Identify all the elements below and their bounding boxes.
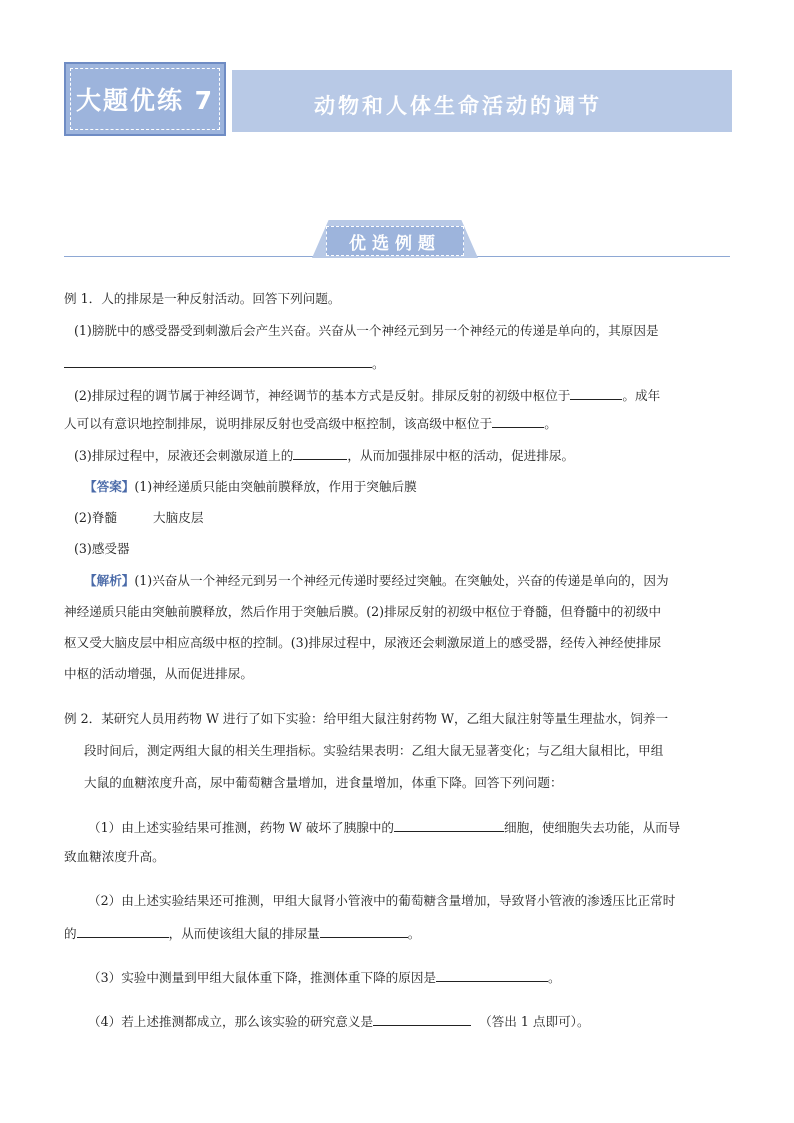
answer-blank[interactable]	[320, 924, 408, 938]
answer-tag: 【答案】	[84, 479, 135, 494]
ex2-q2-line2: 的 ，从而使该组大鼠的排尿量 。	[64, 926, 421, 941]
answer-blank[interactable]	[77, 924, 169, 938]
ex2-stem-3: 大鼠的血糖浓度升高，尿中葡萄糖含量增加，进食量增加，体重下降。回答下列问题：	[84, 775, 563, 790]
ex1-analysis-4: 中枢的活动增强，从而促进排尿。	[64, 666, 253, 681]
section-title: 优选例题	[326, 226, 464, 256]
ex1-analysis-3: 枢又受大脑皮层中相应高级中枢的控制。(3)排尿过程中，尿液还会刺激尿道上的感受器，经传入神经使排尿	[64, 635, 662, 650]
answer-blank[interactable]	[436, 968, 548, 982]
banner-label: 大题优练 7	[70, 68, 220, 130]
answer-blank[interactable]	[373, 1012, 471, 1026]
banner-title: 动物和人体生命活动的调节	[314, 94, 602, 118]
chapter-banner	[64, 62, 730, 138]
ex1-q2-line1: (2)排尿过程的调节属于神经调节，神经调节的基本方式是反射。排尿反射的初级中枢位于 。成年	[74, 388, 661, 403]
section-header	[64, 214, 730, 260]
ex1-q3: (3)排尿过程中，尿液还会刺激尿道上的 ，从而加强排尿中枢的活动，促进排尿。	[74, 448, 575, 463]
analysis-tag: 【解析】	[84, 573, 135, 588]
banner-label-box	[64, 62, 226, 136]
ex2-stem-2: 段时间后，测定两组大鼠的相关生理指标。实验结果表明：乙组大鼠无显著变化；与乙组大鼠相比，甲组	[84, 743, 664, 758]
answer-blank[interactable]	[64, 354, 372, 368]
ex1-analysis-2: 神经递质只能由突触前膜释放，然后作用于突触后膜。(2)排尿反射的初级中枢位于脊髓，但脊髓中的初级中	[64, 604, 662, 619]
ex1-q1-line2: 。	[64, 354, 385, 373]
ex1-q1-line1: (1)膀胱中的感受器受到刺激后会产生兴奋。兴奋从一个神经元到另一个神经元的传递是单向的，其原因是	[74, 323, 659, 338]
ex1-answer-2: (2)脊髓 大脑皮层	[74, 510, 204, 525]
ex1-analysis-1: 【解析】(1)兴奋从一个神经元到另一个神经元传递时要经过突触。在突触处，兴奋的传递是单向的，因为	[84, 573, 669, 588]
ex1-q2-line2: 人可以有意识地控制排尿，说明排尿反射也受高级中枢控制，该高级中枢位于 。	[64, 416, 557, 431]
ex1-answer-3: (3)感受器	[74, 541, 130, 556]
answer-blank[interactable]	[570, 386, 622, 400]
answer-blank[interactable]	[293, 446, 347, 460]
ex2-q1-line1: （1）由上述实验结果可推测，药物 W 破坏了胰腺中的 细胞，使细胞失去功能，从而导	[88, 820, 681, 835]
ex2-q4: （4）若上述推测都成立，那么该实验的研究意义是 （答出 1 点即可）。	[88, 1014, 590, 1029]
ex2-q2-line1: （2）由上述实验结果还可推测，甲组大鼠肾小管液中的葡萄糖含量增加，导致肾小管液的渗透压比正常时	[88, 893, 676, 908]
ex1-answer-1: 【答案】(1)神经递质只能由突触前膜释放，作用于突触后膜	[84, 479, 417, 494]
ex2-q3: （3）实验中测量到甲组大鼠体重下降，推测体重下降的原因是 。	[88, 970, 561, 985]
answer-blank[interactable]	[394, 818, 504, 832]
ex2-stem-1: 例 2．某研究人员用药物 W 进行了如下实验：给甲组大鼠注射药物 W，乙组大鼠注射等量生理盐水，饲养一	[64, 711, 669, 726]
ex1-stem: 例 1．人的排尿是一种反射活动。回答下列问题。	[64, 291, 341, 306]
answer-blank[interactable]	[492, 414, 544, 428]
ex2-q1-line2: 致血糖浓度升高。	[64, 849, 165, 864]
